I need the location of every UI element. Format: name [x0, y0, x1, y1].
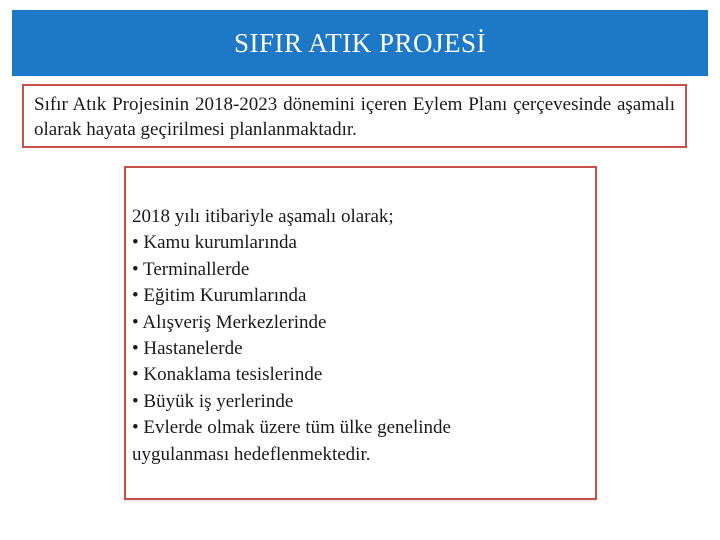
- list-item: • Alışveriş Merkezlerinde: [132, 311, 327, 333]
- list-item: • Konaklama tesislerinde: [132, 364, 323, 386]
- list-item: • Evlerde olmak üzere tüm ülke genelinde: [132, 417, 451, 439]
- details-heading: 2018 yılı itibariyle aşamalı olarak;: [132, 206, 394, 227]
- list-item: • Terminallerde: [132, 258, 250, 280]
- intro-text: Sıfır Atık Projesinin 2018-2023 dönemini içeren Eylem Planı çerçevesinde aşamalı olarak hayata geçirilmesi planlanmaktadır.: [34, 94, 675, 140]
- details-closing: uygulanması hedeflenmektedir.: [132, 443, 371, 465]
- intro-box: [22, 84, 687, 148]
- list-item: • Kamu kurumlarında: [132, 232, 297, 254]
- details-box: [124, 166, 597, 500]
- list-item: • Hastanelerde: [132, 338, 243, 360]
- list-item: • Büyük iş yerlerinde: [132, 390, 294, 412]
- list-item: • Eğitim Kurumlarında: [132, 285, 307, 307]
- slide-title: SIFIR ATIK PROJESİ: [233, 27, 487, 58]
- title-bar: [12, 10, 708, 76]
